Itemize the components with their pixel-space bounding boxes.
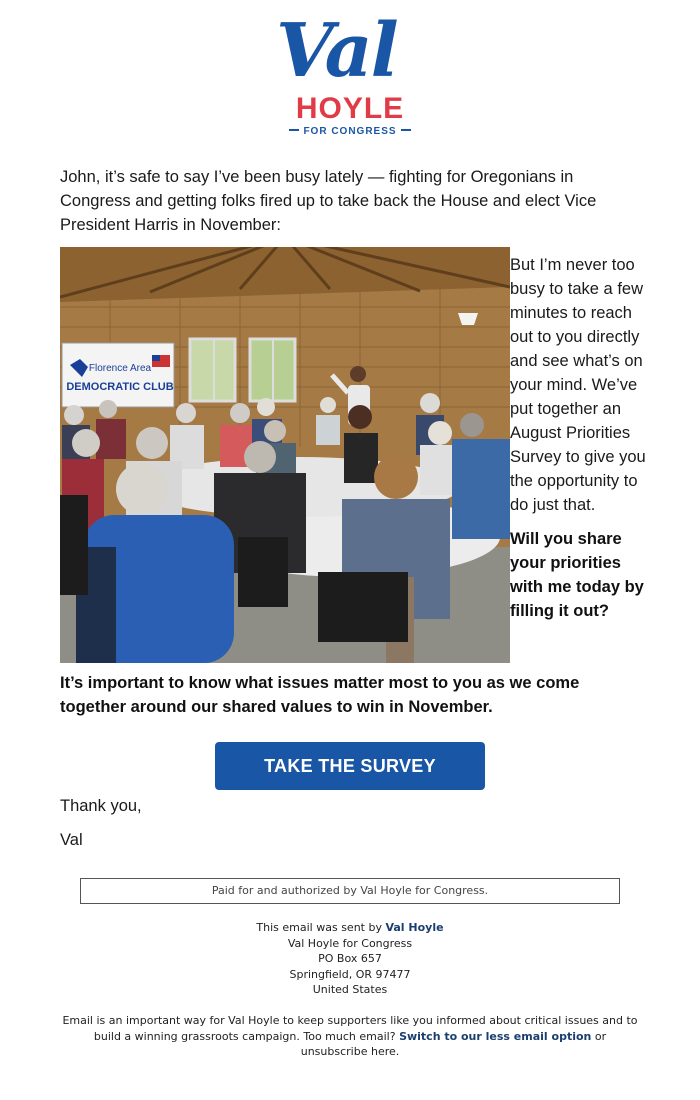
footer-org: Val Hoyle for Congress bbox=[287, 936, 413, 950]
banner-line2: DEMOCRATIC CLUB bbox=[66, 381, 174, 393]
unsubscribe-link[interactable]: unsubscribe here. bbox=[300, 1045, 400, 1058]
paid-for-disclaimer: Paid for and authorized by Val Hoyle for Congress. bbox=[80, 878, 620, 904]
banner-line1: Florence Area bbox=[88, 363, 152, 374]
intro-paragraph: John, it’s safe to say I’ve been busy lately — fighting for Oregonians in Congress and getting folks fired up to take back the House and elect Vice President Harris in November: bbox=[60, 168, 597, 234]
footer-address-line1: PO Box 657 bbox=[318, 952, 382, 965]
logo-hoyle-text: HOYLE bbox=[295, 92, 405, 125]
footer-or: or bbox=[591, 1029, 607, 1043]
less-email-link[interactable]: Switch to our less email option bbox=[399, 1029, 592, 1043]
footer-note-text: Email is an important way for Val Hoyle to keep supporters like you informed about critical issues and to build a winning grassroots campaign. Too much email? bbox=[62, 1014, 638, 1043]
closing-text: Thank you, bbox=[60, 797, 142, 815]
logo-val-text: Val bbox=[276, 8, 397, 94]
sent-by-line bbox=[0, 920, 700, 936]
footer-address bbox=[0, 920, 700, 998]
important-paragraph: It’s important to know what issues matter most to you as we come together around our shared values to win in November. bbox=[60, 674, 580, 716]
footer-address-line2: Springfield, OR 97477 bbox=[289, 967, 411, 981]
side-text-column bbox=[510, 253, 650, 623]
side-bold-question: Will you share your priorities with me today by filling it out? bbox=[510, 530, 644, 620]
campaign-logo bbox=[0, 8, 700, 142]
footer-note bbox=[55, 1013, 645, 1060]
logo-subtitle-text: FOR CONGRESS bbox=[303, 126, 397, 137]
signature: Val bbox=[60, 831, 83, 849]
logo-subtitle bbox=[0, 126, 700, 137]
take-survey-button[interactable]: TAKE THE SURVEY bbox=[215, 742, 485, 790]
sent-by-prefix: This email was sent by bbox=[256, 921, 386, 934]
event-photo-illustration bbox=[60, 247, 510, 663]
side-paragraph: But I’m never too busy to take a few minutes to reach out to you directly and see what’s on your mind. We’ve put together an August Priorities Survey to give you the opportunity to do just that. bbox=[510, 256, 646, 514]
logo-dash-right bbox=[401, 129, 411, 131]
event-photo bbox=[60, 247, 510, 663]
footer-country: United States bbox=[312, 983, 388, 996]
sender-name-link[interactable]: Val Hoyle bbox=[385, 921, 444, 934]
logo-dash-left bbox=[289, 129, 299, 131]
